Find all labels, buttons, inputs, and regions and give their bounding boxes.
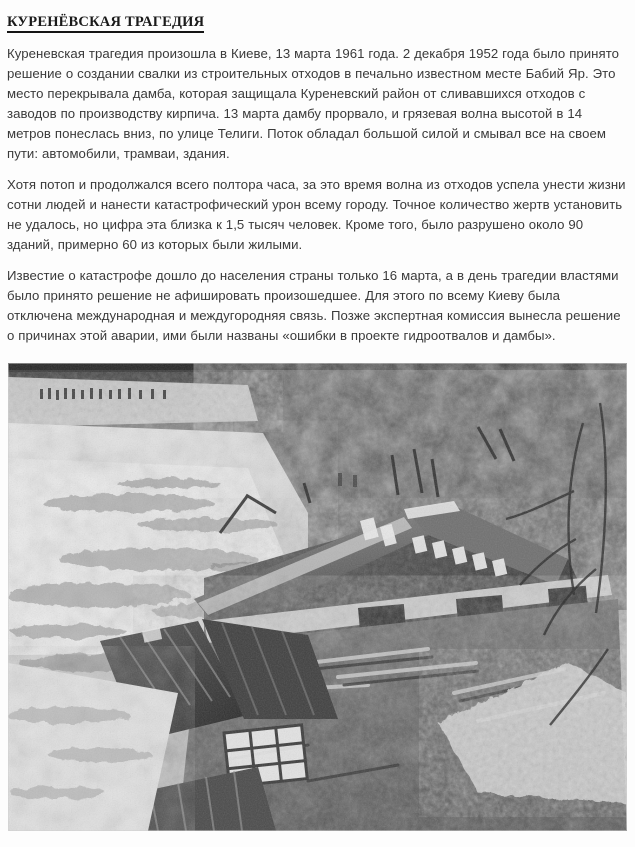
paragraph-3: Известие о катастрофе дошло до населения страны только 16 марта, а в день трагедии властями было принято решение не афишировать произошедшее. Для этого по всему Киеву была отключена международная и междугородняя связь. Позже экспертная комиссия вынесла решение о причинах этой аварии, ими были названы «ошибки в проекте гидроотвалов и дамбы». xyxy=(7,268,621,343)
kurenivka-mudflow-destroyed-house-photo xyxy=(8,363,627,831)
film-grain xyxy=(8,363,627,831)
page-title-text: КУРЕНЁВСКАЯ ТРАГЕДИЯ xyxy=(7,14,204,33)
paragraph-2: Хотя потоп и продолжался всего полтора часа, за это время волна из отходов успела унести жизни сотни людей и нанести катастрофический урон всему городу. Точное количество жертв установить не удалось, но цифра эта близка к 1,5 тысяч человек. Кроме того, было разрушено около 90 зданий, примерно 60 из которых были жилыми. xyxy=(7,177,626,252)
article-body xyxy=(7,33,628,346)
paragraph-1: Куреневская трагедия произошла в Киеве, 13 марта 1961 года. 2 декабря 1952 года было принято решение о создании свалки из строительных отходов в печально известном месте Бабий Яр. Это место перекрывала дамба, которая защищала Куреневский район от сливавшихся отходов с заводов по производству кирпича. 13 марта дамбу прорвало, и грязевая волна высотой в 14 метров понеслась вниз, по улице Телиги. Поток обладал большой силой и смывал все на своем пути: автомобили, трамваи, здания. xyxy=(7,46,620,161)
photo-illustration xyxy=(8,363,627,831)
page-title xyxy=(7,0,628,33)
